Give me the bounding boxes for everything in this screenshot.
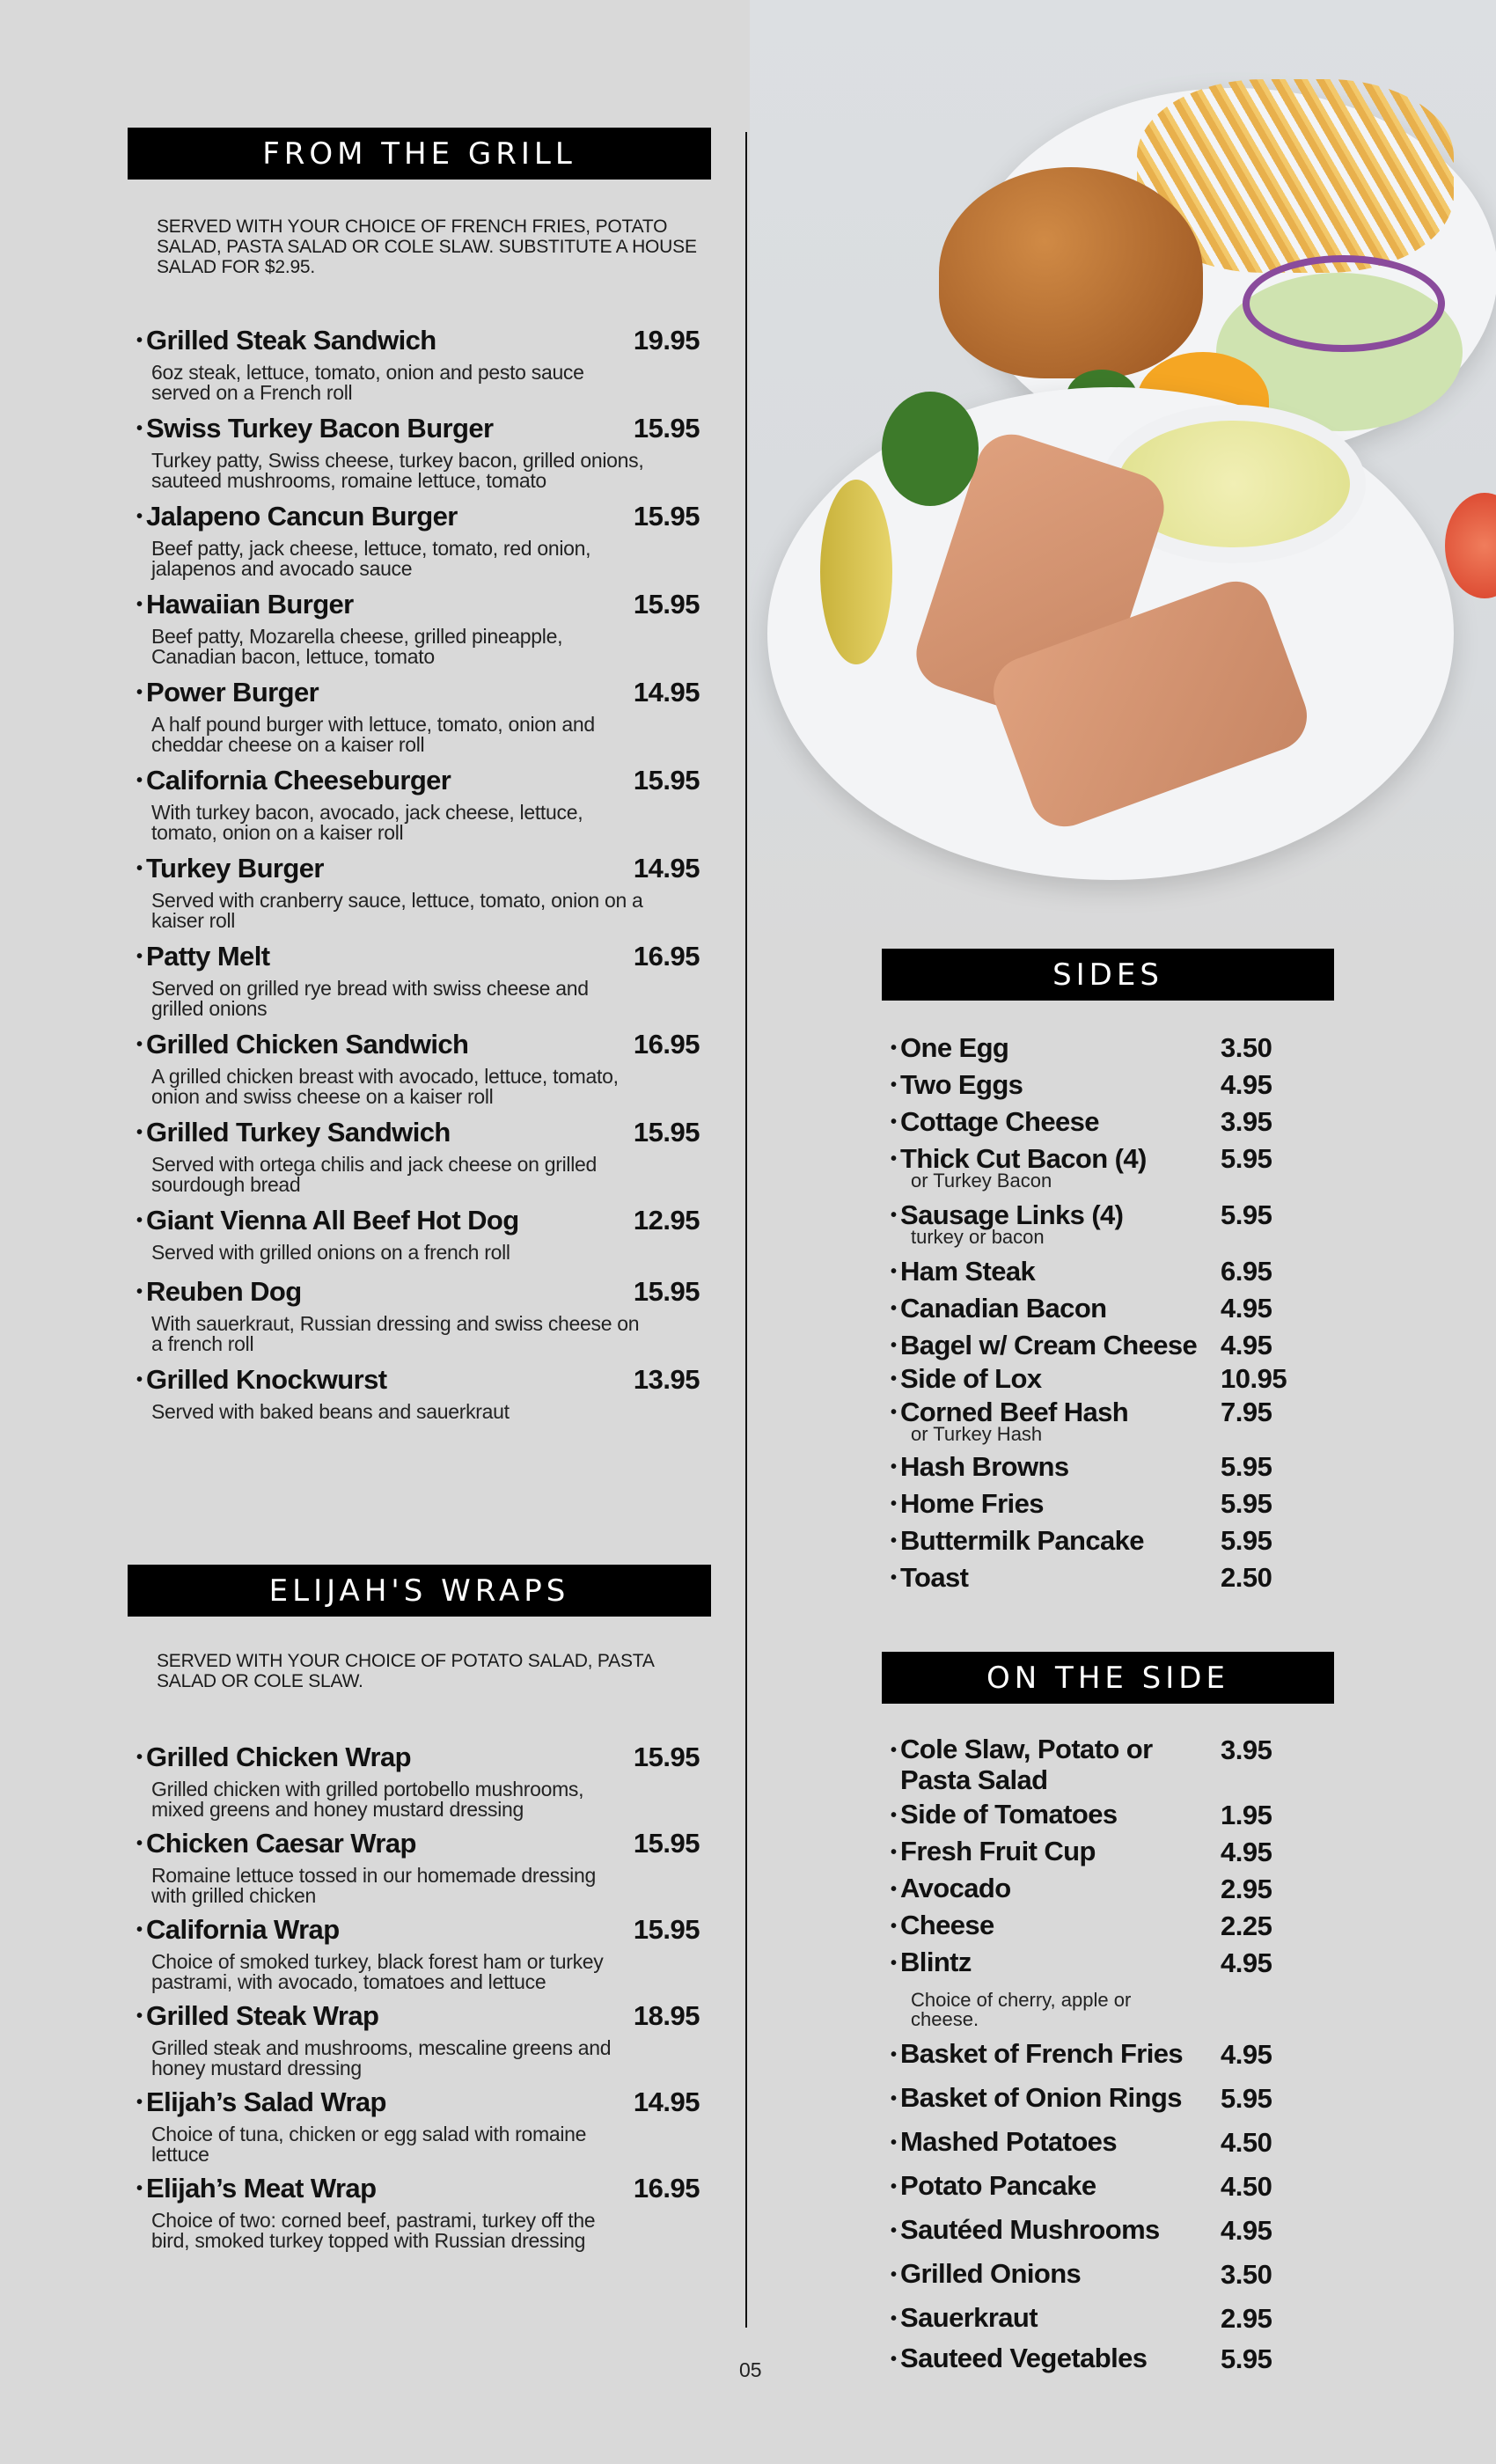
section-header-wraps: ELIJAH'S WRAPS	[128, 1565, 711, 1617]
item-name: Basket of French Fries	[900, 2038, 1184, 2069]
item-name: Grilled Chicken Sandwich	[146, 1029, 469, 1060]
item-price: 4.95	[1221, 2039, 1272, 2070]
item-price: 14.95	[633, 2086, 700, 2117]
menu-item	[136, 764, 700, 843]
item-name: Sauerkraut	[900, 2302, 1038, 2333]
item-name: Grilled Knockwurst	[146, 1364, 387, 1395]
bullet-icon: •	[891, 1806, 898, 1825]
item-name: Basket of Onion Rings	[900, 2082, 1182, 2113]
item-description: Grilled steak and mushrooms, mescaline greens and honey mustard dressing	[151, 2036, 612, 2079]
item-name: Buttermilk Pancake	[900, 1525, 1144, 1556]
bullet-icon: •	[891, 2133, 898, 2152]
menu-item	[891, 1068, 1304, 1102]
menu-item	[891, 2302, 1304, 2336]
menu-item	[891, 1292, 1304, 1325]
menu-item	[891, 1450, 1304, 1484]
item-price: 18.95	[633, 2000, 700, 2031]
item-name: Elijah’s Salad Wrap	[146, 2086, 386, 2117]
item-name: Sautéed Mushrooms	[900, 2214, 1160, 2245]
parsley-garnish-image	[882, 392, 979, 506]
item-description: Beef patty, Mozarella cheese, grilled pineapple, Canadian bacon, lettuce, tomato	[151, 625, 563, 668]
food-photo	[750, 0, 1496, 950]
item-name: Patty Melt	[146, 941, 270, 972]
menu-item	[891, 1329, 1304, 1362]
menu-item	[891, 2214, 1304, 2248]
menu-item	[136, 588, 700, 667]
menu-item	[891, 1873, 1304, 1906]
section-header-grill: FROM THE GRILL	[128, 128, 711, 180]
bullet-icon: •	[136, 1035, 143, 1054]
item-description: Choice of smoked turkey, black forest ham or turkey pastrami, with avocado, tomatoes and lettuce	[151, 1950, 604, 1993]
menu-item	[891, 2082, 1304, 2116]
bullet-icon: •	[136, 1282, 143, 1302]
menu-item	[136, 324, 700, 403]
bullet-icon: •	[891, 1336, 898, 1355]
menu-item	[891, 1142, 1304, 1190]
burger-image	[939, 167, 1203, 378]
menu-item	[136, 500, 700, 579]
item-price: 2.95	[1221, 1874, 1272, 1904]
menu-item	[891, 1561, 1304, 1595]
bullet-icon: •	[891, 2045, 898, 2064]
item-price: 4.95	[1221, 1293, 1272, 1324]
item-price: 4.95	[1221, 1947, 1272, 1978]
menu-item	[891, 1799, 1304, 1832]
menu-item	[891, 1199, 1304, 1246]
bullet-icon: •	[136, 2006, 143, 2026]
item-name: Mashed Potatoes	[900, 2126, 1117, 2157]
item-name: Potato Pancake	[900, 2170, 1096, 2201]
wraps-intro: SERVED WITH YOUR CHOICE OF POTATO SALAD, PASTA SALAD OR COLE SLAW.	[157, 1651, 654, 1691]
menu-item	[891, 1031, 1304, 1065]
item-price: 3.50	[1221, 1032, 1272, 1063]
bullet-icon: •	[136, 2093, 143, 2112]
item-price: 19.95	[633, 325, 700, 356]
menu-item	[136, 676, 700, 755]
bullet-icon: •	[136, 771, 143, 790]
bullet-icon: •	[891, 1112, 898, 1132]
item-price: 15.95	[633, 1742, 700, 1772]
item-name: Hash Browns	[900, 1451, 1069, 1482]
bullet-icon: •	[136, 1123, 143, 1142]
section-header-sides: SIDES	[882, 949, 1334, 1001]
menu-item	[136, 940, 700, 1019]
menu-item	[891, 2038, 1304, 2072]
bullet-icon: •	[136, 859, 143, 878]
item-description: Served with cranberry sauce, lettuce, tomato, onion on a kaiser roll	[151, 889, 643, 932]
bullet-icon: •	[136, 1920, 143, 1940]
item-name: Home Fries	[900, 1488, 1044, 1519]
item-price: 16.95	[633, 2173, 700, 2204]
item-price: 13.95	[633, 1364, 700, 1395]
item-description: 6oz steak, lettuce, tomato, onion and pesto sauce served on a French roll	[151, 361, 584, 404]
item-note: Choice of cherry, apple or cheese.	[911, 1989, 1132, 2030]
item-name: Grilled Chicken Wrap	[146, 1742, 411, 1772]
bullet-icon: •	[891, 1369, 898, 1389]
bullet-icon: •	[891, 2089, 898, 2108]
item-note: or Turkey Hash	[911, 1423, 1043, 1445]
menu-item	[891, 1836, 1304, 1869]
bullet-icon: •	[891, 1531, 898, 1551]
item-price: 3.95	[1221, 1106, 1272, 1137]
bullet-icon: •	[891, 2221, 898, 2240]
item-price: 5.95	[1221, 1451, 1272, 1482]
menu-item	[891, 2170, 1304, 2204]
menu-item	[891, 1910, 1304, 1943]
item-name: Cheese	[900, 1910, 994, 1940]
item-price: 15.95	[633, 501, 700, 532]
menu-item	[136, 852, 700, 931]
item-price: 16.95	[633, 941, 700, 972]
bullet-icon: •	[136, 2179, 143, 2198]
item-price: 15.95	[633, 1828, 700, 1859]
menu-item	[136, 1028, 700, 1107]
menu-item	[136, 412, 700, 491]
menu-item	[136, 1999, 700, 2079]
item-name: Grilled Steak Wrap	[146, 2000, 379, 2031]
bullet-icon: •	[136, 507, 143, 526]
item-name: Corned Beef Hash	[900, 1397, 1129, 1427]
item-description: Choice of two: corned beef, pastrami, turkey off the bird, smoked turkey topped with Russian dressing	[151, 2209, 596, 2252]
bullet-icon: •	[891, 1262, 898, 1281]
item-name: Side of Tomatoes	[900, 1799, 1118, 1830]
bullet-icon: •	[891, 2309, 898, 2328]
item-name: Bagel w/ Cream Cheese	[900, 1330, 1198, 1360]
item-price: 3.50	[1221, 2259, 1272, 2290]
item-name: Swiss Turkey Bacon Burger	[146, 413, 494, 444]
item-description: Served with baked beans and sauerkraut	[151, 1400, 510, 1423]
item-name: Reuben Dog	[146, 1276, 302, 1307]
item-name: California Wrap	[146, 1914, 340, 1945]
item-name: Sauteed Vegetables	[900, 2343, 1148, 2373]
bullet-icon: •	[891, 1299, 898, 1318]
bullet-icon: •	[891, 1457, 898, 1477]
item-price: 4.50	[1221, 2127, 1272, 2158]
on-the-side-items-list	[891, 1734, 1304, 2380]
item-name: One Egg	[900, 1032, 1009, 1063]
item-price: 2.95	[1221, 2303, 1272, 2334]
item-name: Grilled Onions	[900, 2258, 1082, 2289]
menu-item	[891, 1487, 1304, 1521]
item-note: or Turkey Bacon	[911, 1170, 1052, 1192]
item-note: turkey or bacon	[911, 1226, 1045, 1248]
item-price: 5.95	[1221, 2343, 1272, 2374]
menu-item	[891, 1396, 1304, 1443]
item-description: Choice of tuna, chicken or egg salad with romaine lettuce	[151, 2123, 587, 2166]
menu-item	[136, 1275, 700, 1354]
bullet-icon: •	[136, 1211, 143, 1230]
item-name: Two Eggs	[900, 1069, 1023, 1100]
bullet-icon: •	[136, 1370, 143, 1390]
item-price: 5.95	[1221, 1199, 1272, 1230]
item-name: Ham Steak	[900, 1256, 1036, 1287]
item-price: 15.95	[633, 1914, 700, 1945]
menu-item	[891, 1362, 1304, 1396]
item-price: 14.95	[633, 853, 700, 884]
menu-item	[136, 1741, 700, 1820]
bullet-icon: •	[891, 1741, 898, 1760]
menu-item	[136, 1827, 700, 1906]
item-price: 15.95	[633, 1117, 700, 1148]
bullet-icon: •	[891, 1149, 898, 1169]
bullet-icon: •	[891, 1843, 898, 1862]
menu-item	[136, 2086, 700, 2165]
item-name: Sausage Links (4)	[900, 1199, 1124, 1230]
item-price: 15.95	[633, 589, 700, 620]
item-description: Romaine lettuce tossed in our homemade dressing with grilled chicken	[151, 1864, 596, 1907]
item-price: 4.95	[1221, 1069, 1272, 1100]
section-header-on-the-side: ON THE SIDE	[882, 1652, 1334, 1704]
sides-items-list	[891, 1031, 1304, 1598]
item-description: With turkey bacon, avocado, jack cheese, lettuce, tomato, onion on a kaiser roll	[151, 801, 583, 844]
tomato-image	[1445, 493, 1496, 598]
bullet-icon: •	[891, 1403, 898, 1422]
bullet-icon: •	[136, 1748, 143, 1767]
column-divider	[745, 132, 747, 2328]
item-price: 2.50	[1221, 1562, 1272, 1593]
menu-item	[891, 1947, 1304, 2029]
bullet-icon: •	[136, 947, 143, 966]
item-price: 16.95	[633, 1029, 700, 1060]
menu-item	[136, 1363, 700, 1422]
item-price: 4.95	[1221, 2215, 1272, 2246]
item-description: Turkey patty, Swiss cheese, turkey bacon, grilled onions, sauteed mushrooms, romaine lettuce, tomato	[151, 449, 644, 492]
item-description: A half pound burger with lettuce, tomato, onion and cheddar cheese on a kaiser roll	[151, 713, 595, 756]
item-price: 4.95	[1221, 1330, 1272, 1360]
bullet-icon: •	[136, 683, 143, 702]
item-price: 15.95	[633, 765, 700, 796]
item-name: Toast	[900, 1562, 969, 1593]
item-price: 12.95	[633, 1205, 700, 1236]
item-name: Thick Cut Bacon (4)	[900, 1143, 1147, 1174]
item-price: 15.95	[633, 1276, 700, 1307]
bullet-icon: •	[891, 1880, 898, 1899]
bullet-icon: •	[891, 2350, 898, 2369]
pickle-image	[820, 480, 892, 664]
item-price: 4.95	[1221, 1837, 1272, 1867]
item-price: 5.95	[1221, 1525, 1272, 1556]
menu-item	[136, 2172, 700, 2251]
item-price: 5.95	[1221, 2083, 1272, 2114]
item-description: Beef patty, jack cheese, lettuce, tomato, red onion, jalapenos and avocado sauce	[151, 537, 591, 580]
item-price: 5.95	[1221, 1143, 1272, 1174]
item-name: Fresh Fruit Cup	[900, 1836, 1096, 1866]
bullet-icon: •	[891, 1075, 898, 1095]
item-price: 7.95	[1221, 1397, 1272, 1427]
bullet-icon: •	[891, 1954, 898, 1973]
item-name: Turkey Burger	[146, 853, 324, 884]
item-price: 15.95	[633, 413, 700, 444]
item-name: Hawaiian Burger	[146, 589, 354, 620]
bullet-icon: •	[136, 1834, 143, 1853]
bullet-icon: •	[136, 419, 143, 438]
item-name: Giant Vienna All Beef Hot Dog	[146, 1205, 519, 1236]
menu-item	[136, 1913, 700, 1992]
item-name: Elijah’s Meat Wrap	[146, 2173, 377, 2204]
item-name: Chicken Caesar Wrap	[146, 1828, 416, 1859]
menu-item	[891, 2126, 1304, 2160]
item-name: Cottage Cheese	[900, 1106, 1099, 1137]
bullet-icon: •	[136, 331, 143, 350]
bullet-icon: •	[891, 2265, 898, 2284]
menu-item	[891, 2343, 1304, 2376]
bullet-icon: •	[136, 595, 143, 614]
item-description: Grilled chicken with grilled portobello mushrooms, mixed greens and honey mustard dressing	[151, 1778, 584, 1821]
item-name: Blintz	[900, 1947, 972, 1977]
bullet-icon: •	[891, 1917, 898, 1936]
menu-item	[136, 1204, 700, 1263]
item-price: 4.50	[1221, 2171, 1272, 2202]
bullet-icon: •	[891, 1206, 898, 1225]
item-name: California Cheeseburger	[146, 765, 451, 796]
item-name: Canadian Bacon	[900, 1293, 1107, 1324]
item-price: 14.95	[633, 677, 700, 708]
item-price: 5.95	[1221, 1488, 1272, 1519]
wraps-items-list	[136, 1741, 700, 2258]
item-price: 6.95	[1221, 1256, 1272, 1287]
grill-intro: SERVED WITH YOUR CHOICE OF FRENCH FRIES, POTATO SALAD, PASTA SALAD OR COLE SLAW. SUBSTITUTE A HOUSE SALAD FOR $2.95.	[157, 216, 697, 277]
item-price: 10.95	[1221, 1363, 1287, 1394]
item-name: Avocado	[900, 1873, 1011, 1903]
item-name: Grilled Turkey Sandwich	[146, 1117, 451, 1148]
item-description: Served with ortega chilis and jack cheese on grilled sourdough bread	[151, 1153, 598, 1196]
menu-item	[891, 2258, 1304, 2292]
item-price: 3.95	[1221, 1734, 1272, 1765]
item-name: Cole Slaw, Potato or Pasta Salad	[900, 1734, 1153, 1795]
menu-item	[891, 1524, 1304, 1558]
menu-item	[891, 1255, 1304, 1288]
page-number: 05	[739, 2358, 762, 2381]
item-name: Power Burger	[146, 677, 319, 708]
bullet-icon: •	[891, 1038, 898, 1058]
bullet-icon: •	[891, 1568, 898, 1588]
menu-item	[891, 1734, 1304, 1795]
item-price: 2.25	[1221, 1910, 1272, 1941]
menu-item	[891, 1105, 1304, 1139]
bullet-icon: •	[891, 1494, 898, 1514]
item-name: Grilled Steak Sandwich	[146, 325, 436, 356]
menu-item	[136, 1116, 700, 1195]
grill-items-list	[136, 324, 700, 1431]
onion-image	[1243, 255, 1445, 352]
item-description: Served on grilled rye bread with swiss cheese and grilled onions	[151, 977, 589, 1020]
item-description: A grilled chicken breast with avocado, lettuce, tomato, onion and swiss cheese on a kaiser roll	[151, 1065, 619, 1108]
item-name: Jalapeno Cancun Burger	[146, 501, 458, 532]
item-description: With sauerkraut, Russian dressing and swiss cheese on a french roll	[151, 1312, 640, 1355]
item-description: Served with grilled onions on a french roll	[151, 1241, 510, 1264]
bullet-icon: •	[891, 2177, 898, 2196]
item-price: 1.95	[1221, 1800, 1272, 1830]
item-name: Side of Lox	[900, 1363, 1042, 1394]
